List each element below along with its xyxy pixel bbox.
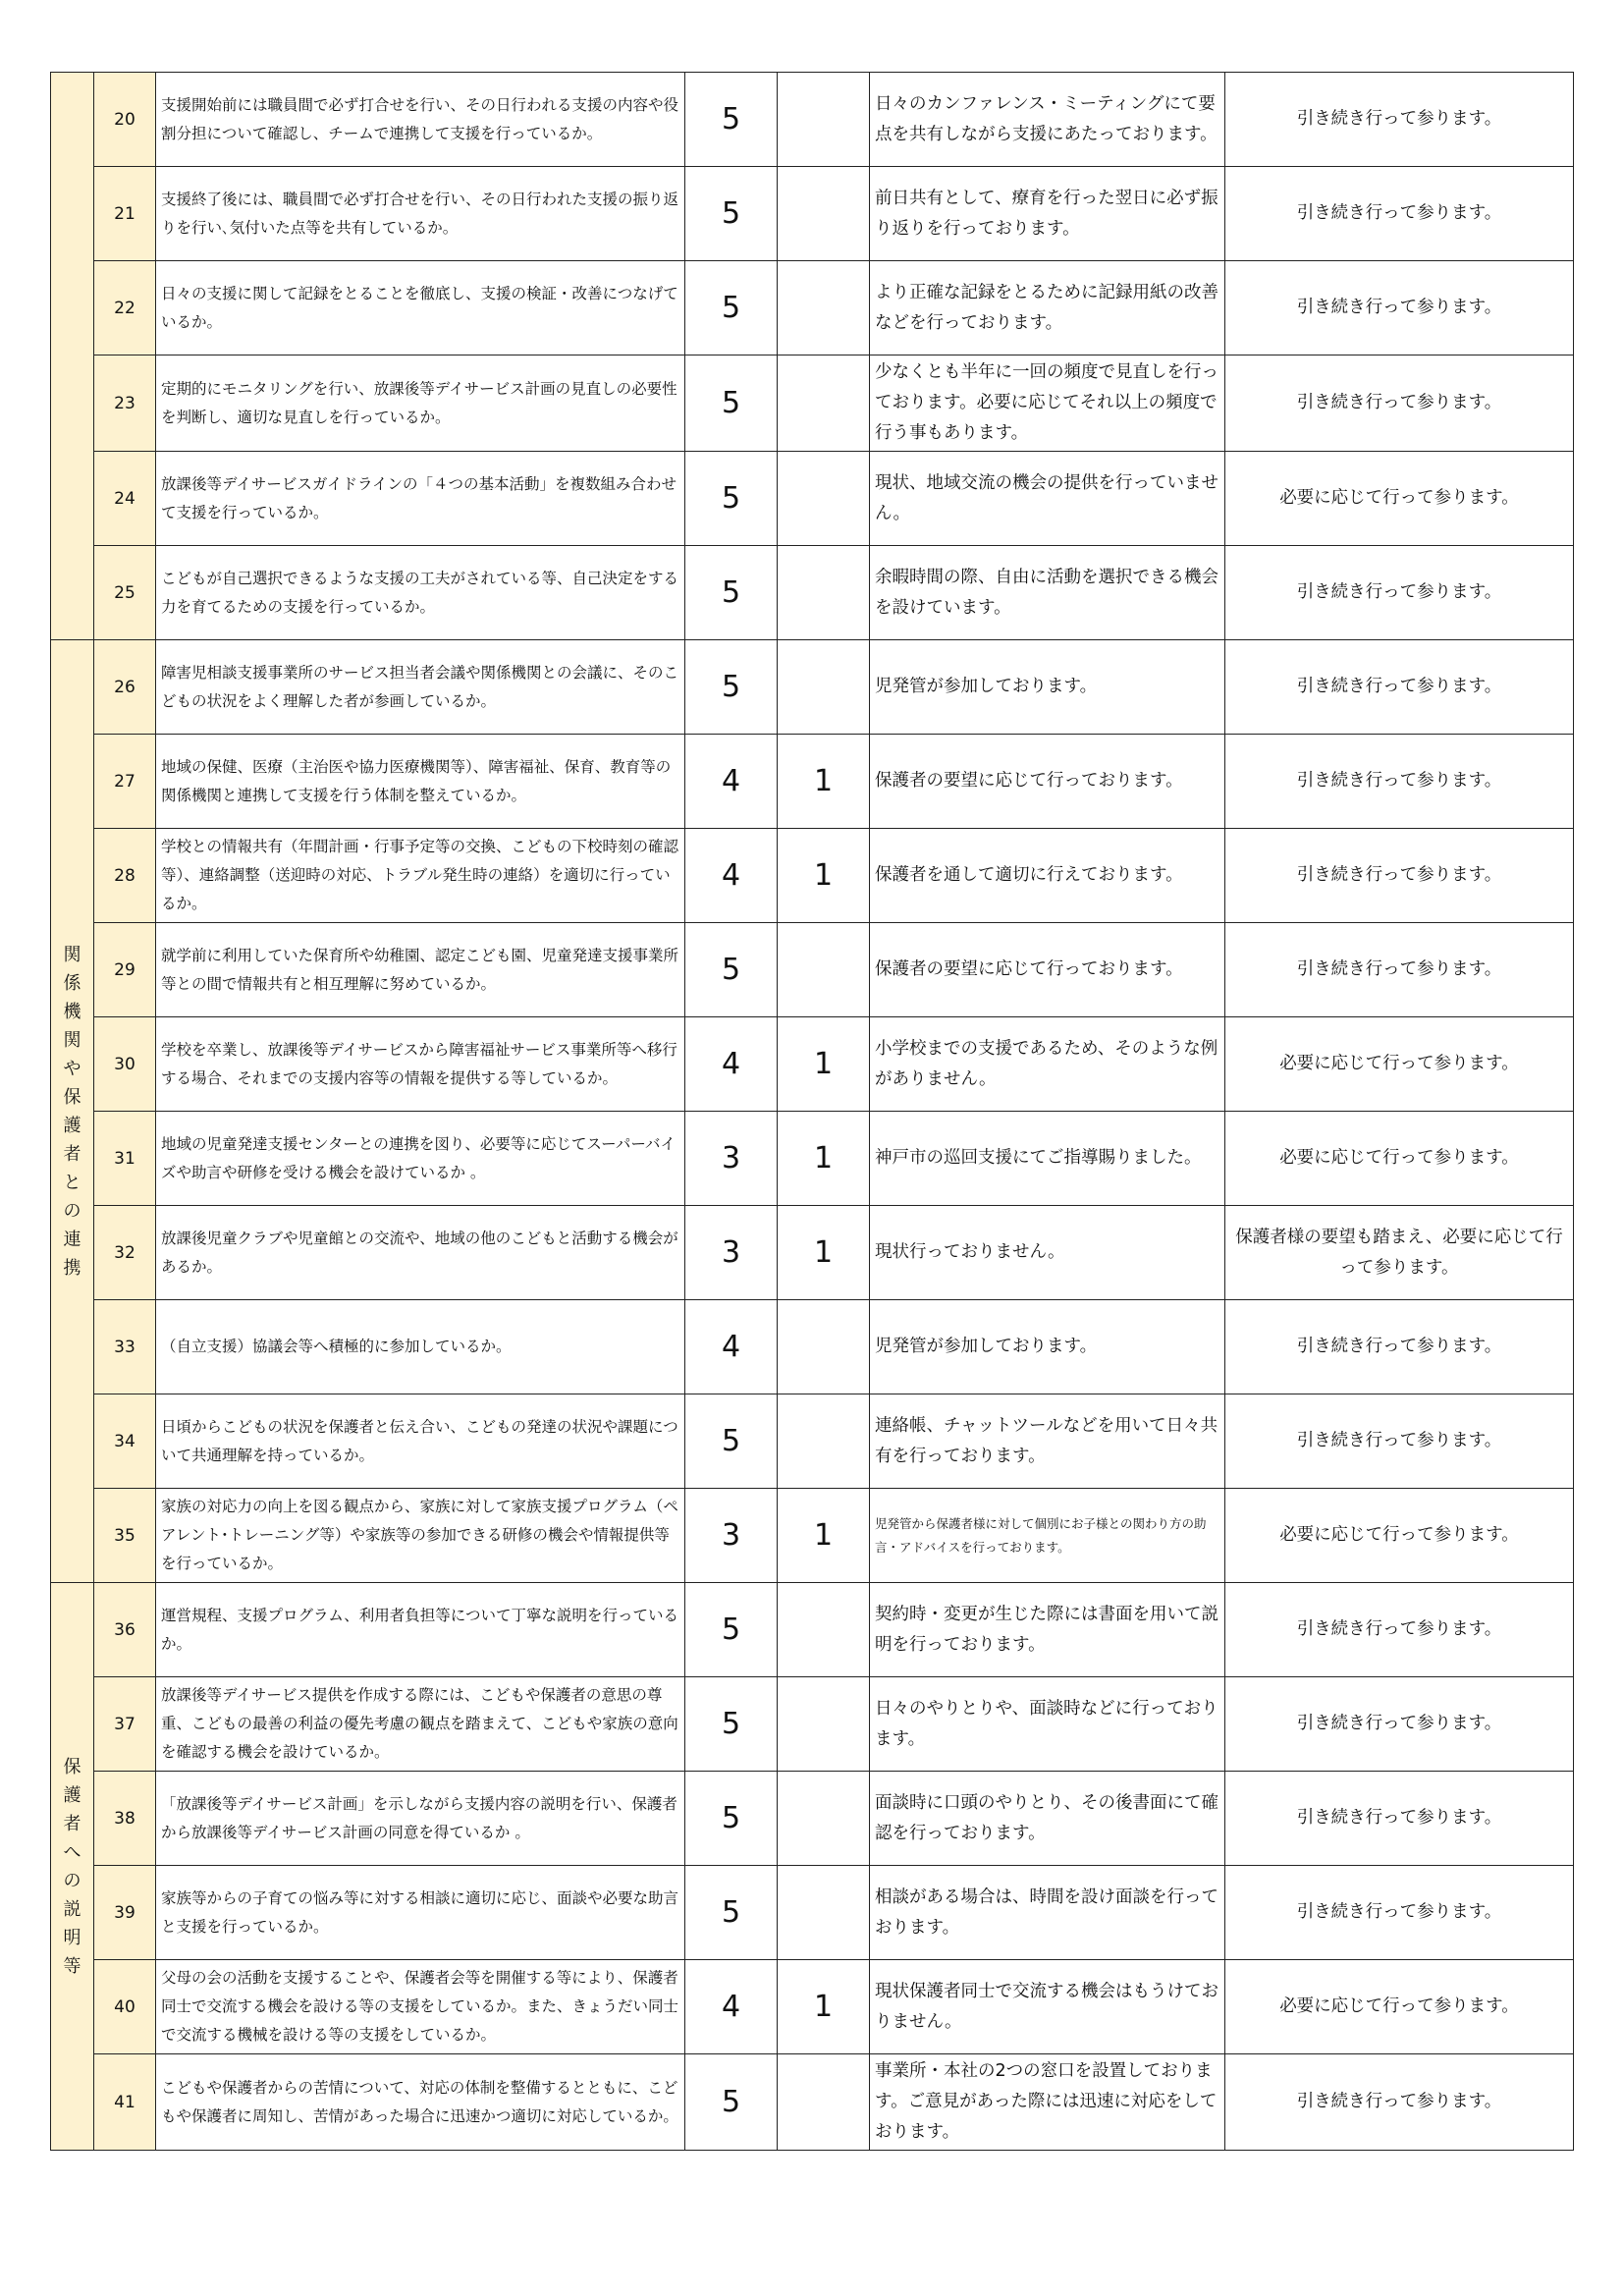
comment-text: 契約時・変更が生じた際には書面を用いて説明を行っております。: [870, 1583, 1225, 1677]
reply-text: 引き続き行って参ります。: [1225, 1394, 1574, 1489]
comment-text: 余暇時間の際、自由に活動を選択できる機会を設けています。: [870, 546, 1225, 640]
no-count: [778, 167, 870, 261]
no-count: [778, 1866, 870, 1960]
comment-text: 相談がある場合は、時間を設け面談を行っております。: [870, 1866, 1225, 1960]
row-number: 22: [94, 261, 156, 355]
row-number: 30: [94, 1017, 156, 1112]
comment-text: 神戸市の巡回支援にてご指導賜りました。: [870, 1112, 1225, 1206]
yes-count: 4: [685, 1960, 778, 2054]
row-number: 39: [94, 1866, 156, 1960]
question-text: 支援終了後には、職員間で必ず打合せを行い、その日行われた支援の振り返りを行い､気付いた点等を共有しているか。: [156, 167, 685, 261]
question-text: 障害児相談支援事業所のサービス担当者会議や関係機関との会議に、そのこどもの状況をよく理解した者が参画しているか。: [156, 640, 685, 735]
comment-text: 面談時に口頭のやりとり、その後書面にて確認を行っております。: [870, 1772, 1225, 1866]
no-count: [778, 640, 870, 735]
question-text: 定期的にモニタリングを行い、放課後等デイサービス計画の見直しの必要性を判断し、適切な見直しを行っているか。: [156, 355, 685, 452]
no-count: 1: [778, 1960, 870, 2054]
reply-text: 引き続き行って参ります。: [1225, 829, 1574, 923]
reply-text: 引き続き行って参ります。: [1225, 73, 1574, 167]
comment-text: 現状、地域交流の機会の提供を行っていません。: [870, 452, 1225, 546]
reply-text: 引き続き行って参ります。: [1225, 355, 1574, 452]
yes-count: 5: [685, 640, 778, 735]
question-text: 学校との情報共有（年間計画・行事予定等の交換、こどもの下校時刻の確認等）、連絡調整（送迎時の対応、トラブル発生時の連絡）を適切に行っているか。: [156, 829, 685, 923]
question-text: こどもが自己選択できるような支援の工夫がされている等、自己決定をする力を育てるための支援を行っているか。: [156, 546, 685, 640]
yes-count: 3: [685, 1489, 778, 1583]
question-text: 放課後等デイサービスガイドラインの「４つの基本活動」を複数組み合わせて支援を行っているか。: [156, 452, 685, 546]
reply-text: 引き続き行って参ります。: [1225, 1583, 1574, 1677]
question-text: 就学前に利用していた保育所や幼稚園、認定こども園、児童発達支援事業所等との間で情報共有と相互理解に努めているか。: [156, 923, 685, 1017]
row-number: 21: [94, 167, 156, 261]
no-count: [778, 1677, 870, 1772]
reply-text: 必要に応じて行って参ります。: [1225, 1112, 1574, 1206]
table-row: [51, 546, 1574, 640]
no-count: [778, 261, 870, 355]
category-cell-support: [51, 73, 94, 640]
table-row: [51, 167, 1574, 261]
comment-text: 少なくとも半年に一回の頻度で見直しを行っております。必要に応じてそれ以上の頻度で行う事もあります。: [870, 355, 1225, 452]
row-number: 37: [94, 1677, 156, 1772]
row-number: 35: [94, 1489, 156, 1583]
reply-text: 引き続き行って参ります。: [1225, 546, 1574, 640]
table-row: [51, 923, 1574, 1017]
table-row: [51, 1206, 1574, 1300]
yes-count: 5: [685, 2054, 778, 2151]
comment-text: 児発管が参加しております。: [870, 1300, 1225, 1394]
table-row: [51, 829, 1574, 923]
reply-text: 必要に応じて行って参ります。: [1225, 1017, 1574, 1112]
evaluation-table: [50, 72, 1574, 2151]
yes-count: 5: [685, 452, 778, 546]
table-row: [51, 1300, 1574, 1394]
table-row: [51, 1394, 1574, 1489]
table-row: [51, 2054, 1574, 2151]
table-row: [51, 452, 1574, 546]
yes-count: 5: [685, 1583, 778, 1677]
table-row: [51, 73, 1574, 167]
row-number: 34: [94, 1394, 156, 1489]
reply-text: 引き続き行って参ります。: [1225, 923, 1574, 1017]
no-count: [778, 2054, 870, 2151]
question-text: 地域の児童発達支援センターとの連携を図り、必要等に応じてスーパーバイズや助言や研修を受ける機会を設けているか 。: [156, 1112, 685, 1206]
question-text: 家族等からの子育ての悩み等に対する相談に適切に応じ、面談や必要な助言と支援を行っているか。: [156, 1866, 685, 1960]
comment-text: 事業所・本社の2つの窓口を設置しております。ご意見があった際には迅速に対応をしております。: [870, 2054, 1225, 2151]
row-number: 27: [94, 735, 156, 829]
question-text: 学校を卒業し、放課後等デイサービスから障害福祉サービス事業所等へ移行する場合、それまでの支援内容等の情報を提供する等しているか。: [156, 1017, 685, 1112]
reply-text: 保護者様の要望も踏まえ、必要に応じて行って参ります。: [1225, 1206, 1574, 1300]
yes-count: 5: [685, 1772, 778, 1866]
reply-text: 引き続き行って参ります。: [1225, 261, 1574, 355]
no-count: 1: [778, 1112, 870, 1206]
reply-text: 引き続き行って参ります。: [1225, 735, 1574, 829]
table-row: [51, 1866, 1574, 1960]
question-text: 運営規程、支援プログラム、利用者負担等について丁寧な説明を行っているか。: [156, 1583, 685, 1677]
question-text: 地域の保健、医療（主治医や協力医療機関等）、障害福祉、保育、教育等の関係機関と連携して支援を行う体制を整えているか。: [156, 735, 685, 829]
yes-count: 4: [685, 735, 778, 829]
reply-text: 必要に応じて行って参ります。: [1225, 1489, 1574, 1583]
yes-count: 4: [685, 1300, 778, 1394]
comment-text: 連絡帳、チャットツールなどを用いて日々共有を行っております。: [870, 1394, 1225, 1489]
yes-count: 5: [685, 261, 778, 355]
row-number: 41: [94, 2054, 156, 2151]
reply-text: 引き続き行って参ります。: [1225, 1300, 1574, 1394]
row-number: 33: [94, 1300, 156, 1394]
reply-text: 必要に応じて行って参ります。: [1225, 1960, 1574, 2054]
row-number: 24: [94, 452, 156, 546]
yes-count: 5: [685, 355, 778, 452]
reply-text: 引き続き行って参ります。: [1225, 1677, 1574, 1772]
comment-text: 保護者の要望に応じて行っております。: [870, 923, 1225, 1017]
row-number: 28: [94, 829, 156, 923]
no-count: [778, 1300, 870, 1394]
table-row: [51, 1583, 1574, 1677]
no-count: 1: [778, 1489, 870, 1583]
table-row: [51, 1677, 1574, 1772]
table-row: [51, 1112, 1574, 1206]
yes-count: 5: [685, 1394, 778, 1489]
question-text: 放課後児童クラブや児童館との交流や、地域の他のこどもと活動する機会があるか。: [156, 1206, 685, 1300]
question-text: 家族の対応力の向上を図る観点から、家族に対して家族支援プログラム（ペアレント･トレーニング等）や家族等の参加できる研修の機会や情報提供等を行っているか。: [156, 1489, 685, 1583]
category-cell-coordination: [51, 640, 94, 1583]
table-row: [51, 640, 1574, 735]
row-number: 20: [94, 73, 156, 167]
comment-text: 現状保護者同士で交流する機会はもうけておりません。: [870, 1960, 1225, 2054]
question-text: 放課後等デイサービス提供を作成する際には、こどもや保護者の意思の尊重、こどもの最善の利益の優先考慮の観点を踏まえて、こどもや家族の意向を確認する機会を設けているか。: [156, 1677, 685, 1772]
table-row: [51, 1017, 1574, 1112]
table-row: [51, 735, 1574, 829]
no-count: [778, 355, 870, 452]
row-number: 29: [94, 923, 156, 1017]
yes-count: 5: [685, 546, 778, 640]
row-number: 40: [94, 1960, 156, 2054]
row-number: 38: [94, 1772, 156, 1866]
yes-count: 4: [685, 1017, 778, 1112]
reply-text: 引き続き行って参ります。: [1225, 167, 1574, 261]
comment-text: 現状行っておりません。: [870, 1206, 1225, 1300]
category-label: 関係機関や保護者との連携: [63, 944, 81, 1279]
yes-count: 3: [685, 1112, 778, 1206]
reply-text: 引き続き行って参ります。: [1225, 1866, 1574, 1960]
reply-text: 必要に応じて行って参ります。: [1225, 452, 1574, 546]
row-number: 32: [94, 1206, 156, 1300]
reply-text: 引き続き行って参ります。: [1225, 2054, 1574, 2151]
yes-count: 4: [685, 829, 778, 923]
yes-count: 5: [685, 167, 778, 261]
no-count: [778, 1394, 870, 1489]
comment-text: 日々のやりとりや、面談時などに行っております。: [870, 1677, 1225, 1772]
no-count: 1: [778, 1206, 870, 1300]
reply-text: 引き続き行って参ります。: [1225, 1772, 1574, 1866]
no-count: [778, 546, 870, 640]
yes-count: 5: [685, 73, 778, 167]
no-count: [778, 1772, 870, 1866]
comment-text: 児発管から保護者様に対して個別にお子様との関わり方の助言・アドバイスを行っております。: [870, 1489, 1225, 1583]
question-text: 父母の会の活動を支援することや、保護者会等を開催する等により、保護者同士で交流する機会を設ける等の支援をしているか。また、きょうだい同士で交流する機械を設ける等の支援をしているか。: [156, 1960, 685, 2054]
category-label: 保護者への説明等: [63, 1756, 81, 1977]
comment-text: 前日共有として、療育を行った翌日に必ず振り返りを行っております。: [870, 167, 1225, 261]
question-text: （自立支援）協議会等へ積極的に参加しているか。: [156, 1300, 685, 1394]
no-count: 1: [778, 1017, 870, 1112]
comment-text: 小学校までの支援であるため、そのような例がありません。: [870, 1017, 1225, 1112]
question-text: こどもや保護者からの苦情について、対応の体制を整備するとともに、こどもや保護者に周知し、苦情があった場合に迅速かつ適切に対応しているか。: [156, 2054, 685, 2151]
question-text: 支援開始前には職員間で必ず打合せを行い、その日行われる支援の内容や役割分担について確認し、チームで連携して支援を行っているか。: [156, 73, 685, 167]
comment-text: より正確な記録をとるために記録用紙の改善などを行っております。: [870, 261, 1225, 355]
yes-count: 5: [685, 923, 778, 1017]
row-number: 23: [94, 355, 156, 452]
no-count: 1: [778, 829, 870, 923]
comment-text: 児発管が参加しております。: [870, 640, 1225, 735]
question-text: 日々の支援に関して記録をとることを徹底し、支援の検証・改善につなげているか。: [156, 261, 685, 355]
comment-text: 保護者を通して適切に行えております。: [870, 829, 1225, 923]
no-count: [778, 923, 870, 1017]
table-row: [51, 355, 1574, 452]
table-row: [51, 261, 1574, 355]
comment-text: 日々のカンファレンス・ミーティングにて要点を共有しながら支援にあたっております。: [870, 73, 1225, 167]
no-count: [778, 452, 870, 546]
row-number: 31: [94, 1112, 156, 1206]
table-row: [51, 1489, 1574, 1583]
table-row: [51, 1772, 1574, 1866]
row-number: 25: [94, 546, 156, 640]
no-count: [778, 73, 870, 167]
yes-count: 3: [685, 1206, 778, 1300]
no-count: 1: [778, 735, 870, 829]
reply-text: 引き続き行って参ります。: [1225, 640, 1574, 735]
no-count: [778, 1583, 870, 1677]
row-number: 26: [94, 640, 156, 735]
question-text: 日頃からこどもの状況を保護者と伝え合い、こどもの発達の状況や課題について共通理解を持っているか。: [156, 1394, 685, 1489]
yes-count: 5: [685, 1866, 778, 1960]
yes-count: 5: [685, 1677, 778, 1772]
row-number: 36: [94, 1583, 156, 1677]
category-cell-explanation: [51, 1583, 94, 2151]
comment-text: 保護者の要望に応じて行っております。: [870, 735, 1225, 829]
table-row: [51, 1960, 1574, 2054]
question-text: 「放課後等デイサービス計画」を示しながら支援内容の説明を行い、保護者から放課後等デイサービス計画の同意を得ているか 。: [156, 1772, 685, 1866]
